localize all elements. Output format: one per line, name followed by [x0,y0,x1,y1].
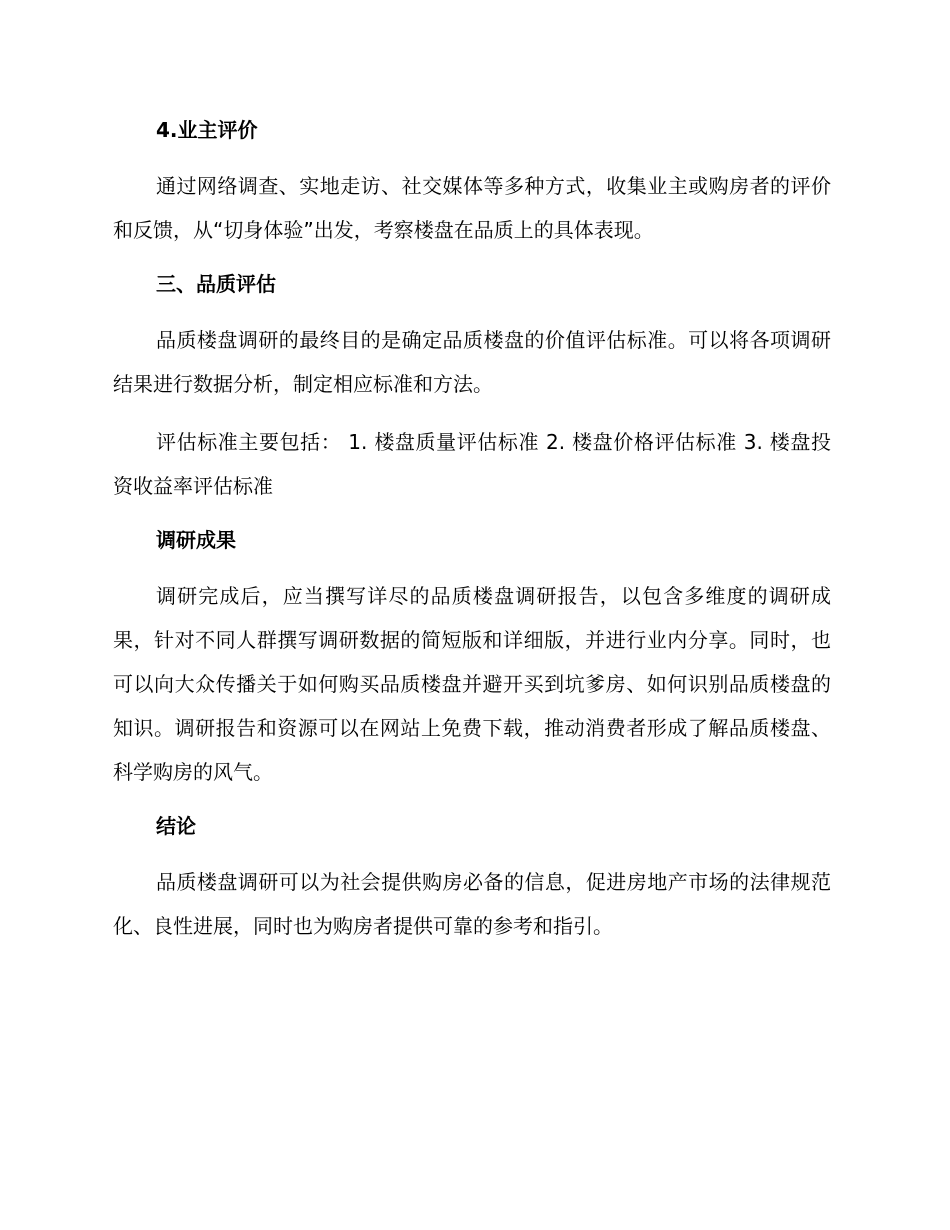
section-heading-research-results: 调研成果 [156,528,236,552]
section-heading-owner-review: 4.业主评价 [156,118,258,142]
section-heading-conclusion: 结论 [156,814,196,838]
paragraph-quality-assessment-goal: 品质楼盘调研的最终目的是确定品质楼盘的价值评估标准。可以将各项调研结果进行数据分析，制定相应标准和方法。 [113,328,831,396]
paragraph-assessment-standards: 评估标准主要包括： 1. 楼盘质量评估标准 2. 楼盘价格评估标准 3. 楼盘投资收益率评估标准 [113,430,831,498]
section-heading-quality-assessment: 三、品质评估 [156,272,276,296]
paragraph-research-results: 调研完成后，应当撰写详尽的品质楼盘调研报告，以包含多维度的调研成果，针对不同人群撰写调研数据的简短版和详细版，并进行业内分享。同时，也可以向大众传播关于如何购买品质楼盘并避开买到坑爹房、如何识别品质楼盘的知识。调研报告和资源可以在网站上免费下载，推动消费者形成了解品质楼盘、科学购房的风气。 [113,584,831,784]
paragraph-conclusion: 品质楼盘调研可以为社会提供购房必备的信息，促进房地产市场的法律规范化、良性进展，同时也为购房者提供可靠的参考和指引。 [113,870,831,938]
paragraph-owner-review: 通过网络调查、实地走访、社交媒体等多种方式，收集业主或购房者的评价和反馈，从“切身体验”出发，考察楼盘在品质上的具体表现。 [113,174,831,242]
document-body [113,112,831,948]
